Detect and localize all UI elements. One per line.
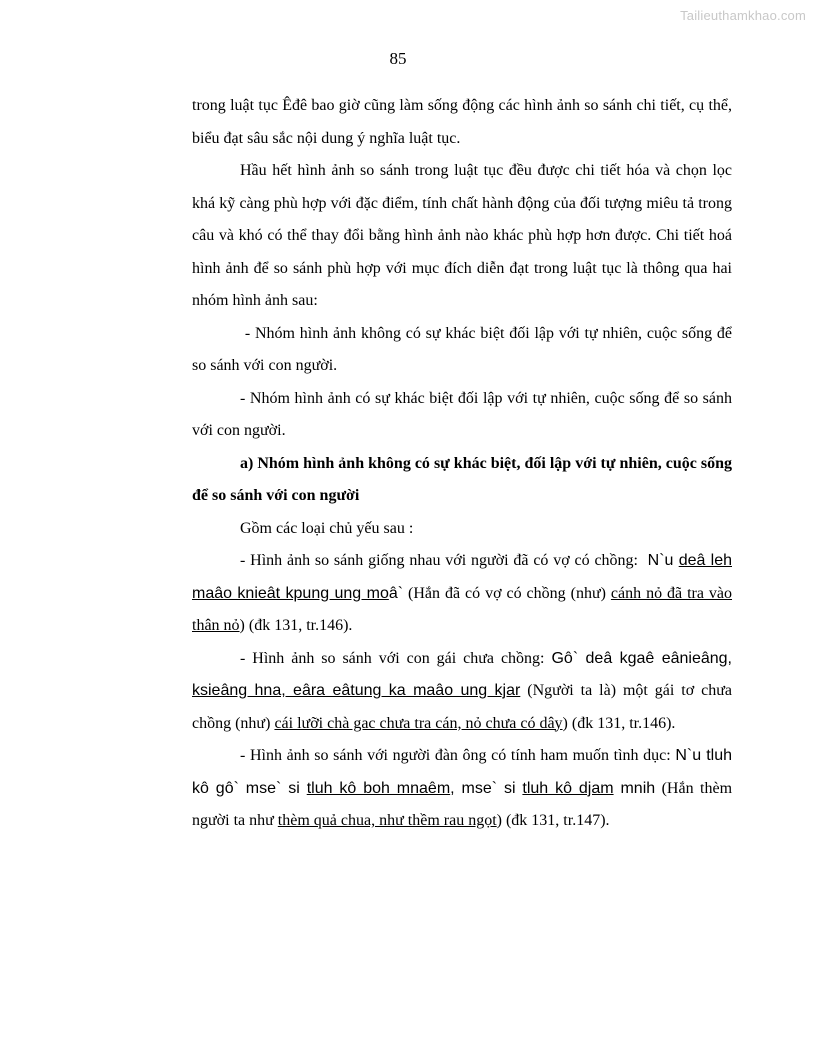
ede-text-underlined: tluh kô djam [522, 779, 614, 797]
text: ) (đk 131, tr.147). [496, 812, 610, 829]
text-underlined: thèm quả chua, như thềm rau ngọt [277, 812, 497, 829]
ede-text: N`u tluh kô gô` mse` si [192, 747, 732, 797]
paragraph-3: - Nhóm hình ảnh không có sự khác biệt đối lập với tự nhiên, cuộc sống để so sánh với con người. [192, 324, 737, 374]
ede-text-underlined: ksieâng hna, eâra eâtung ka maâo ung kjar [192, 682, 521, 699]
ede-text: mnih [613, 779, 656, 797]
ede-text: , mse` si [450, 779, 523, 797]
text: (Hắn đã có vợ có chồng (như) [403, 584, 611, 602]
text: (Người ta là) một gái tơ chưa chồng (như) [192, 682, 732, 732]
paragraph-8 [192, 740, 732, 838]
paragraph-7 [192, 643, 732, 741]
ede-text: N`u [647, 552, 679, 569]
text: ) (đk 131, tr.146). [239, 617, 353, 634]
ede-text: â` [388, 584, 404, 602]
document-body [192, 90, 737, 838]
text: - Hình ảnh so sánh giống nhau với người đã có vợ có chồng: [240, 552, 648, 569]
text: (Hắn thèm người ta như [192, 779, 733, 829]
text: ) (đk 131, tr.146). [562, 714, 676, 732]
paragraph-2: Hầu hết hình ảnh so sánh trong luật tục đều được chi tiết hóa và chọn lọc khá kỹ càng phù hợp với đặc điểm, tính chất hành động của đối tượng miêu tả trong câu và khó có thể thay đổi bằng hình ảnh nào khác phù hợp hơn được. Chi tiết hoá hình ảnh để so sánh phù hợp với mục đích diễn đạt trong luật tục là thông qua hai nhóm hình ảnh sau: [192, 162, 732, 309]
paragraph-6 [192, 545, 732, 643]
ede-text-underlined: tluh kô boh mnaêm [306, 779, 451, 797]
paragraph-4: - Nhóm hình ảnh có sự khác biệt đối lập với tự nhiên, cuộc sống để so sánh với con người. [192, 389, 732, 439]
ede-text: Gô` deâ kgaê eânieâng, [551, 649, 733, 667]
section-heading-a: a) Nhóm hình ảnh không có sự khác biệt, đối lập với tự nhiên, cuộc sống để so sánh với con người [192, 454, 732, 504]
paragraph-1: trong luật tục Êđê bao giờ cũng làm sống động các hình ảnh so sánh chi tiết, cụ thể, biểu đạt sâu sắc nội dung ý nghĩa luật tục. [192, 97, 732, 147]
paragraph-5: Gồm các loại chủ yếu sau : [240, 519, 414, 537]
watermark: Tailieuthamkhao.com [680, 8, 806, 23]
text: - Hình ảnh so sánh với người đàn ông có tính ham muốn tình dục: [240, 747, 676, 764]
text-underlined: cái lưỡi chà gac chưa tra cán, nỏ chưa có dây [274, 714, 563, 732]
page-number: 85 [389, 49, 407, 68]
text-underlined: cánh nỏ đã tra vào thân nỏ [192, 584, 733, 634]
text: - Hình ảnh so sánh với con gái chưa chồng: [240, 649, 552, 667]
ede-text-underlined: deâ leh maâo knieât kpung ung mo [192, 552, 732, 602]
